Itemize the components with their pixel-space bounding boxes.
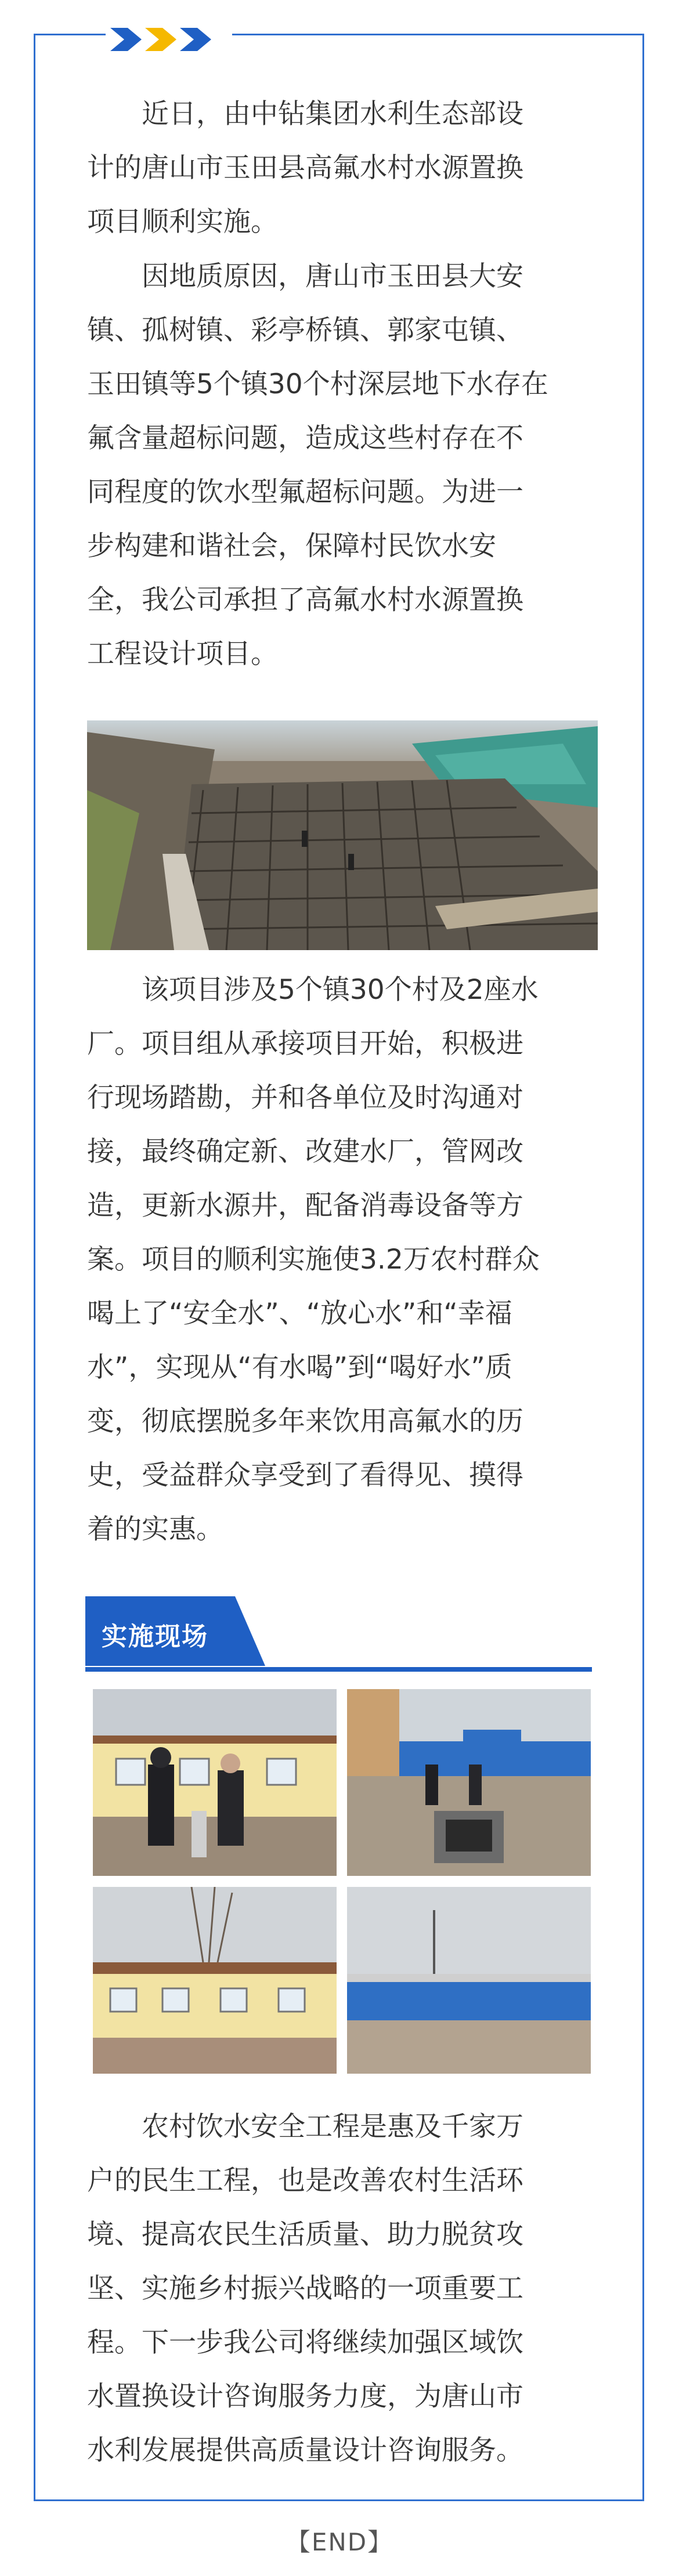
closing-paragraph: 农村饮水安全工程是惠及千家万 户的民生工程，也是改善农村生活环 境、提高农民生活质量、助力脱贫攻 坚、实施乡村振兴战略的一项重要工 程。下一步我公司将继续加强区域饮 水置换设计咨询服务力度，为唐山市 水利发展提供高质量设计咨询服务。 [87, 2111, 523, 2466]
project-paragraph: 该项目涉及5个镇30个村及2座水 厂。项目组从承接项目开始，积极进 行现场踏勘，并和各单位及时沟通对 接，最终确定新、改建水厂，管网改 造，更新水源井，配备消毒设备等方 案。项目的顺利实施使3.2万农村群众 喝上了“安全水”、“放心水”和“幸福 水”，实现从“有水喝”到“喝好水”质 变，彻底摆脱多年来饮用高氟水的历 史，受益群众享受到了看得见、摸得 着的实惠。 [87, 974, 540, 1545]
construction-site-photo [87, 720, 598, 950]
section-title: 实施现场 [102, 1622, 208, 1651]
intro-paragraph: 近日，由中钻集团水利生态部设 计的唐山市玉田县高氟水村水源置换 项目顺利实施。 [87, 98, 523, 238]
end-mark: 【END】 [286, 2528, 393, 2556]
background-paragraph: 因地质原因，唐山市玉田县大安 镇、孤树镇、彩亭桥镇、郭家屯镇、 玉田镇等5个镇30个村深层地下水存在 氟含量超标问题，造成这些村存在不 同程度的饮水型氟超标问题。为进一 步构建和谐社会，保障村民饮水安 全，我公司承担了高氟水村水源置换 工程设计项目。 [87, 260, 548, 670]
site-photo-water-plant [347, 1887, 591, 2074]
chevron-right-icon [145, 28, 176, 51]
header-chevrons [106, 28, 232, 51]
chevron-right-icon [180, 28, 211, 51]
site-photo-well [347, 1689, 591, 1876]
site-photo-inspection [93, 1689, 337, 1876]
chevron-right-icon [110, 28, 142, 51]
site-photo-building [93, 1887, 337, 2074]
